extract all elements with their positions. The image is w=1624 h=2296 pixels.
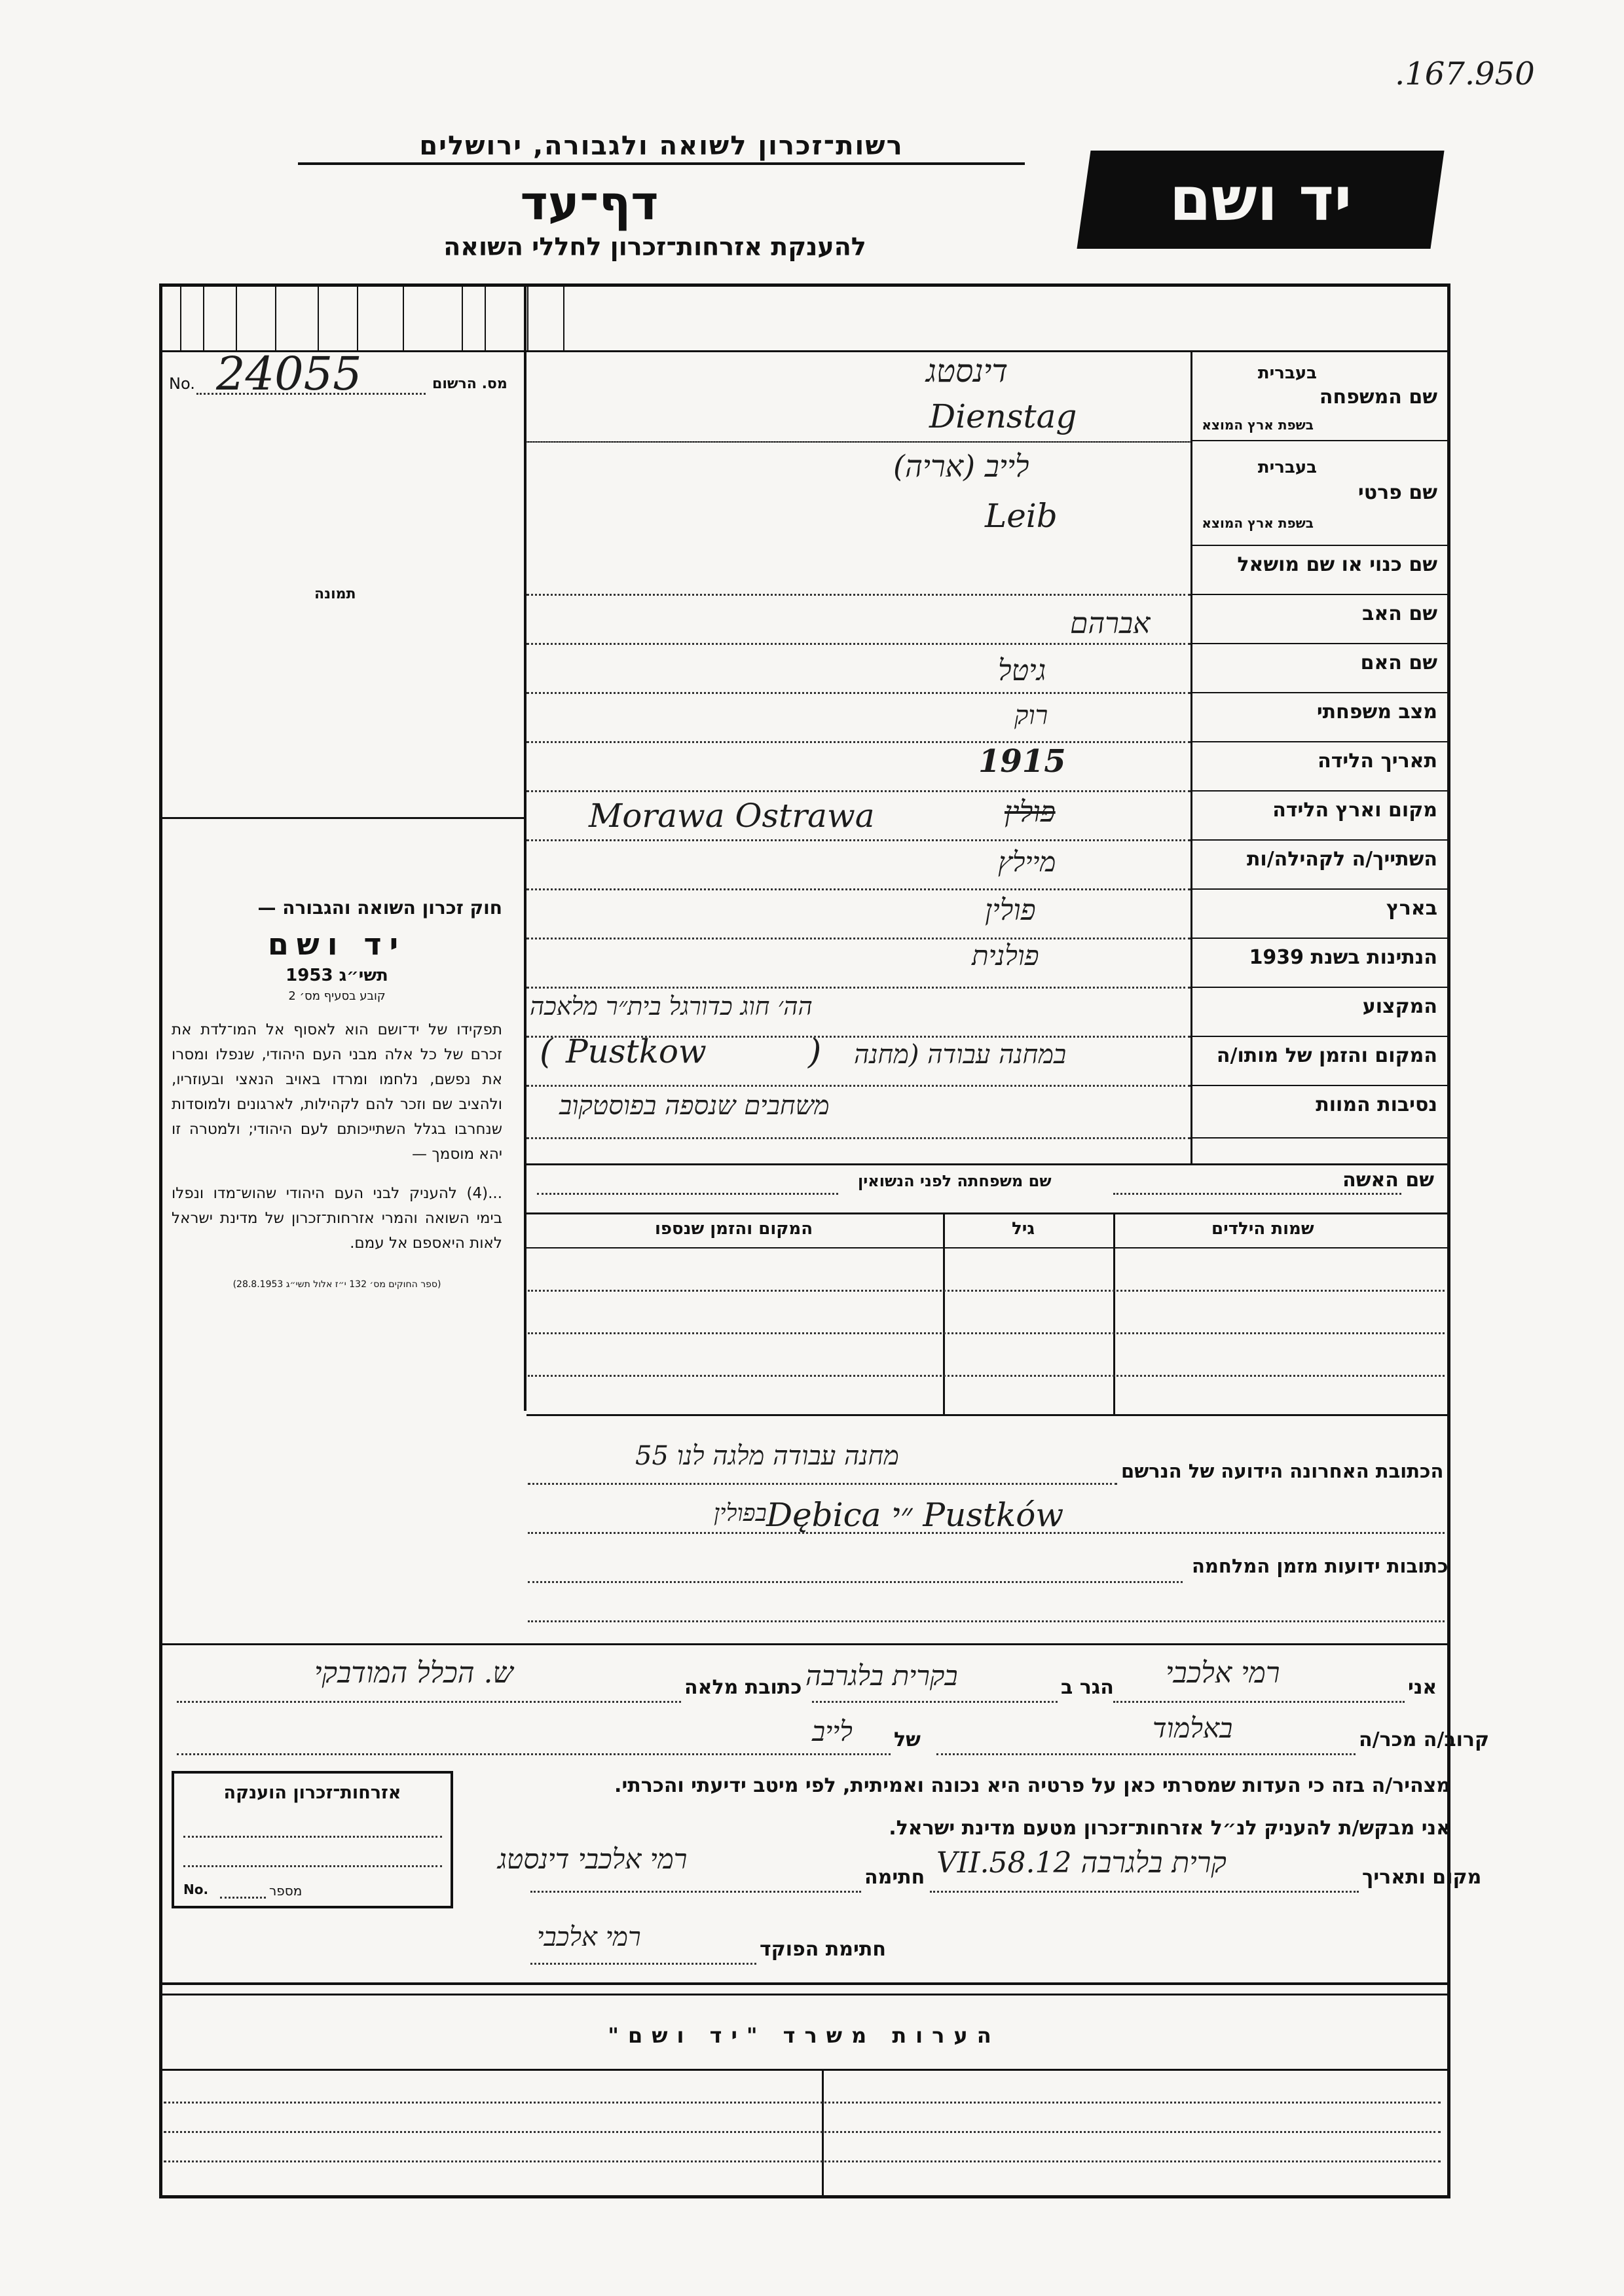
declarant-relation: באלמוד [1153,1712,1233,1744]
citizenship-box [172,1771,453,1908]
birth-date-value: 1915 [978,743,1066,780]
country-label: בארץ [1386,897,1437,920]
photo-label: תמונה [314,586,356,602]
family-name-hebrew-label: בעברית [1257,363,1317,383]
father-value: אברהם [1070,607,1151,640]
declarant-resides-label: הגר ב [1061,1676,1114,1699]
death-place-hebrew: במחנה עבודה (מחנה [854,1040,1067,1070]
request-text: אני מבקש/ת להעניק לנ״ל אזרחות־זכרון מטעם מדינת ישראל. [889,1817,1450,1840]
law-block [172,897,502,1290]
office-notes-title: הערות משרד "יד ושם" [608,2023,1001,2048]
death-cause-value: משחבים שנספה בפוסטקוב [559,1091,830,1121]
place-date-label: מקום ותאריך [1362,1866,1482,1889]
declarant-i-label: אני [1408,1676,1437,1699]
wife-maiden-label: שם משפחתה לפני הנשואין [858,1172,1052,1190]
nickname-label: שם כנוי או שם מושאל [1237,553,1437,576]
marital-value: רוק [1014,701,1048,731]
address-line-2: Dębica ״י Pustków [766,1496,1064,1534]
officer-signature-label: חתימת הפוקד [760,1938,886,1961]
mother-label: שם האם [1360,651,1437,674]
citizenship-box-title: אזרחות־זכרון הוענקה [223,1783,401,1803]
profession-value: הה׳ חוג כדורגל בית״ר מלאכה [530,992,813,1021]
declarant-of-value: לייב [812,1715,853,1747]
wartime-address-label: כתובות ידועות מזמן המלחמה [1192,1555,1449,1577]
form-title: דף־עד [520,175,659,230]
field-table [526,352,1448,1163]
law-para-2: ...(4) להעניק לבני העם היהודי שהוש־מדו ונפלו בימי השואה והמרי אזרחות־זכרון של מדינת ישראל לאות היאספם אל עמם. [172,1185,502,1252]
declarant-full-address-label: כתובת מלאה [684,1676,802,1699]
first-name-hebrew-label: בעברית [1257,458,1317,477]
logo-text: יד ושם [1169,164,1352,234]
birth-place-latin: Morawa Ostrawa [589,797,875,835]
form-subtitle: להענקת אזרחות־זכרון לחללי השואה [443,232,866,261]
family-name-label: שם המשפחה [1319,386,1437,409]
place-date-value: קרית בלגרבה 12.VII.58 [936,1846,1227,1880]
declarant-resides: בקרית בלגרבה [805,1660,958,1692]
family-name-origin-label: בשפת ארץ המוצא [1202,417,1314,433]
first-name-origin: Leib [985,497,1058,535]
children-header-age: גיל [1012,1219,1035,1239]
death-cause-label: נסיבות המוות [1316,1093,1437,1116]
yad-vashem-logo [1077,151,1444,249]
declarant-of-label: של [894,1728,921,1751]
authority-header: רשות־זכרון לשואה ולגבורה, ירושלים [298,131,1025,165]
community-label: השתייך/ה לקהילה/ות [1246,848,1437,871]
marital-label: מצב משפחתי [1316,701,1437,723]
first-name-label: שם פרטי [1357,481,1437,504]
citizenship-box-number-label: מספר [269,1883,303,1899]
death-place-close: ) [808,1032,822,1072]
death-place-open: ( [540,1032,553,1072]
officer-signature: רמי אלכבי [537,1922,641,1952]
birth-place-hebrew: פולין [1005,795,1056,829]
archive-number: .167.950 [1395,56,1535,92]
first-name-origin-label: בשפת ארץ המוצא [1202,515,1314,531]
first-name-hebrew: לייב (אריה) [893,448,1029,484]
birth-place-label: מקום וארץ הלידה [1272,799,1437,822]
death-place-label: המקום והזמן של מותו/ה [1216,1044,1437,1067]
law-year: תשי״ג 1953 [286,966,388,985]
law-para-1: תפקידו של יד־ושם הוא לאסוף אל המו־לדת את זכרם של כל אלה מבני העם היהודי, שנפלו ומסרו את נפשם, נלחמו ומרדו באויב הנאצי ובעוזריו, ולהציב שם וזכר להם לקהילות, לארגונים ולמוסדות שנחרבו בגלל השתייכותם לעם היהודי; ולמטרה זו יהא מוסמך — [172,1021,502,1163]
registration-no-label: No. [169,374,195,393]
law-source: (ספר החוקים מס׳ 132 י״ז אלול תשי״ג 28.8.1953) [232,1279,441,1290]
citizenship-label: הנתינות בשנת 1939 [1249,946,1437,969]
address-label: הכתובת האחרונה הידועה של הנרשם [1121,1460,1444,1482]
law-name: יד ושם [267,926,407,962]
registration-label: מס. הרשום [432,376,507,392]
declarant-full-address: ש. הכלל המודבקי [314,1656,513,1690]
profession-label: המקצוע [1362,995,1437,1018]
address-line-2-hebrew: בפולין [714,1500,767,1527]
law-heading: חוק זכרון השואה והגבורה — [257,897,502,919]
declarant-name: רמי אלכבי [1166,1656,1280,1690]
country-value: פולין [985,894,1036,927]
wife-label: שם האשה [1342,1169,1434,1192]
declaration-text: מצהיר/ה בזה כי העדות שמסרתי כאן על פרטיה היא נכונה ואמיתית, לפי מיטב ידיעתי והכרתי. [614,1774,1450,1797]
death-place-latin: Pustkow [566,1032,707,1070]
declarant-relation-label: קרוב/ה מכר/ה [1359,1728,1490,1751]
signature-value: רמי אלכבי דינסטג [498,1843,688,1875]
citizenship-value: פולנית [972,939,1039,972]
children-header-names: שמות הילדים [1211,1219,1314,1239]
citizenship-box-no: No. [183,1882,209,1897]
address-line-1: מחנה עבודה מלגה לנו 55 [635,1441,899,1471]
registration-number: 24055 [216,347,362,401]
father-label: שם האב [1362,602,1437,625]
family-name-hebrew: דינסטג [926,353,1008,390]
birth-date-label: תאריך הלידה [1318,750,1437,773]
children-header-place: המקום והזמן שנספו [655,1219,813,1239]
family-name-origin: Dienstag [929,397,1077,435]
mother-value: גיטל [998,654,1046,687]
signature-label: חתימה [864,1866,925,1889]
law-clause: קובע בסעיף מס׳ 2 [288,989,386,1003]
community-value: מיילץ [998,846,1056,878]
